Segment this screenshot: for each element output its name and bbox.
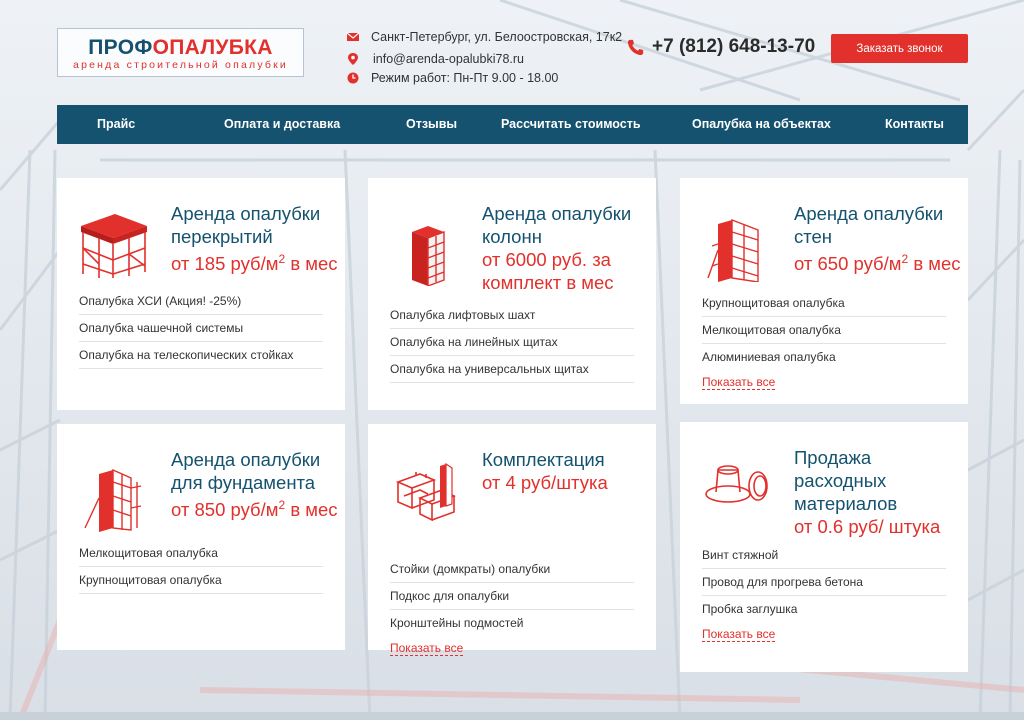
card-price: от 650 руб/$м^2$ в мес — [794, 252, 961, 275]
list-item[interactable]: Алюминиевая опалубка — [702, 350, 836, 364]
show-all-link[interactable]: Показать все — [390, 641, 464, 655]
list-item[interactable]: Опалубка на телескопических стойках — [79, 342, 323, 369]
card-title-text: Аренда опалубки для фундамента — [171, 449, 321, 493]
card-title — [794, 202, 968, 282]
list-item[interactable]: Мелкощитовая опалубка — [79, 540, 323, 567]
card-components — [368, 424, 656, 655]
logo-part2: ОПАЛУБКА — [152, 36, 273, 59]
phone-icon — [627, 39, 644, 56]
list-item[interactable]: Опалубка лифтовых шахт — [390, 302, 634, 329]
column-formwork-icon — [390, 206, 468, 294]
card-price: от 850 руб/$м^2$ в мес — [171, 498, 338, 521]
address-row — [346, 26, 622, 48]
card-title — [171, 448, 345, 532]
card-title-text: Аренда опалубки стен — [794, 203, 944, 247]
card-title-text: Аренда опалубки колонн — [482, 203, 632, 247]
envelope-icon — [346, 30, 360, 44]
list-item[interactable]: Стойки (домкраты) опалубки — [390, 556, 634, 583]
email-link[interactable]: info@arenda-opalubki78.ru — [373, 52, 524, 66]
list-item[interactable]: Опалубка на линейных щитах — [390, 329, 634, 356]
address-text: Санкт-Петербург, ул. Белоостровская, 17к2 — [371, 30, 623, 44]
card-consumables — [680, 422, 968, 672]
card-list — [702, 290, 946, 371]
card-wall-formwork — [680, 178, 968, 404]
card-list — [702, 542, 946, 623]
logo-title — [58, 38, 303, 58]
card-price: от 4 руб/штука — [482, 472, 608, 493]
nav-item-contacts[interactable]: Контакты — [885, 117, 944, 131]
list-item[interactable]: Опалубка чашечной системы — [79, 315, 323, 342]
list-item[interactable]: Кронштейны подмостей — [390, 616, 524, 630]
card-list — [79, 288, 323, 369]
card-price: от 0.6 руб/ штука — [794, 516, 941, 537]
nav-item-calculate[interactable]: Рассчитать стоимость — [501, 117, 641, 131]
list-item[interactable]: Крупнощитовая опалубка — [702, 290, 946, 317]
logo-part1: ПРОФ — [88, 36, 153, 59]
hours-row — [346, 70, 622, 86]
card-list — [79, 540, 323, 594]
logo[interactable] — [57, 28, 304, 77]
nav-item-reviews[interactable]: Отзывы — [406, 117, 458, 131]
list-item[interactable]: Мелкощитовая опалубка — [702, 317, 946, 344]
card-title — [482, 202, 656, 294]
card-title — [482, 448, 608, 522]
list-item[interactable]: Опалубка на универсальных щитах — [390, 356, 634, 383]
location-pin-icon — [346, 52, 360, 66]
card-foundation-formwork — [57, 424, 345, 650]
foundation-formwork-icon — [79, 452, 157, 532]
card-title — [794, 446, 968, 538]
card-title-text: Продажа расходных материалов — [794, 447, 898, 514]
components-icon — [390, 452, 468, 522]
list-item[interactable]: Провод для прогрева бетона — [702, 569, 946, 596]
phone-number[interactable]: +7 (812) 648-13-70 — [652, 36, 816, 57]
consumables-icon — [702, 450, 780, 538]
list-item[interactable]: Крупнощитовая опалубка — [79, 567, 323, 594]
card-title-text: Комплектация — [482, 449, 605, 470]
footer-strip — [0, 712, 1024, 720]
nav-item-payment-delivery[interactable]: Оплата и доставка — [224, 117, 341, 131]
list-item[interactable]: Пробка заглушка — [702, 602, 798, 616]
wall-formwork-icon — [702, 206, 780, 282]
logo-subtitle: аренда строительной опалубки — [73, 59, 288, 71]
card-price: от 185 руб/$м^2$ в мес — [171, 252, 338, 275]
list-item[interactable]: Винт стяжной — [702, 542, 946, 569]
show-all-link[interactable]: Показать все — [702, 375, 776, 389]
list-item[interactable]: Подкос для опалубки — [390, 583, 634, 610]
hours-text: Режим работ: Пн-Пт 9.00 - 18.00 — [371, 71, 559, 85]
clock-icon — [346, 71, 360, 85]
list-item[interactable]: Опалубка ХСИ (Акция! -25%) — [79, 288, 323, 315]
card-price: от 6000 руб. за комплект в мес — [482, 249, 614, 293]
card-list — [390, 302, 634, 383]
card-title-text: Аренда опалубки перекрытий — [171, 203, 321, 247]
contact-info — [346, 26, 622, 86]
phone[interactable] — [627, 36, 815, 58]
email-row — [346, 48, 622, 70]
nav-item-projects[interactable]: Опалубка на объектах — [692, 117, 831, 131]
nav-item-price[interactable]: Прайс — [97, 117, 136, 131]
main-nav — [57, 105, 968, 144]
show-all-link[interactable]: Показать все — [702, 627, 776, 641]
floor-scaffold-icon — [79, 206, 157, 280]
callback-button[interactable]: Заказать звонок — [831, 34, 968, 63]
card-list — [390, 556, 634, 637]
card-floor-formwork — [57, 178, 345, 410]
card-column-formwork — [368, 178, 656, 410]
card-title — [171, 202, 345, 280]
